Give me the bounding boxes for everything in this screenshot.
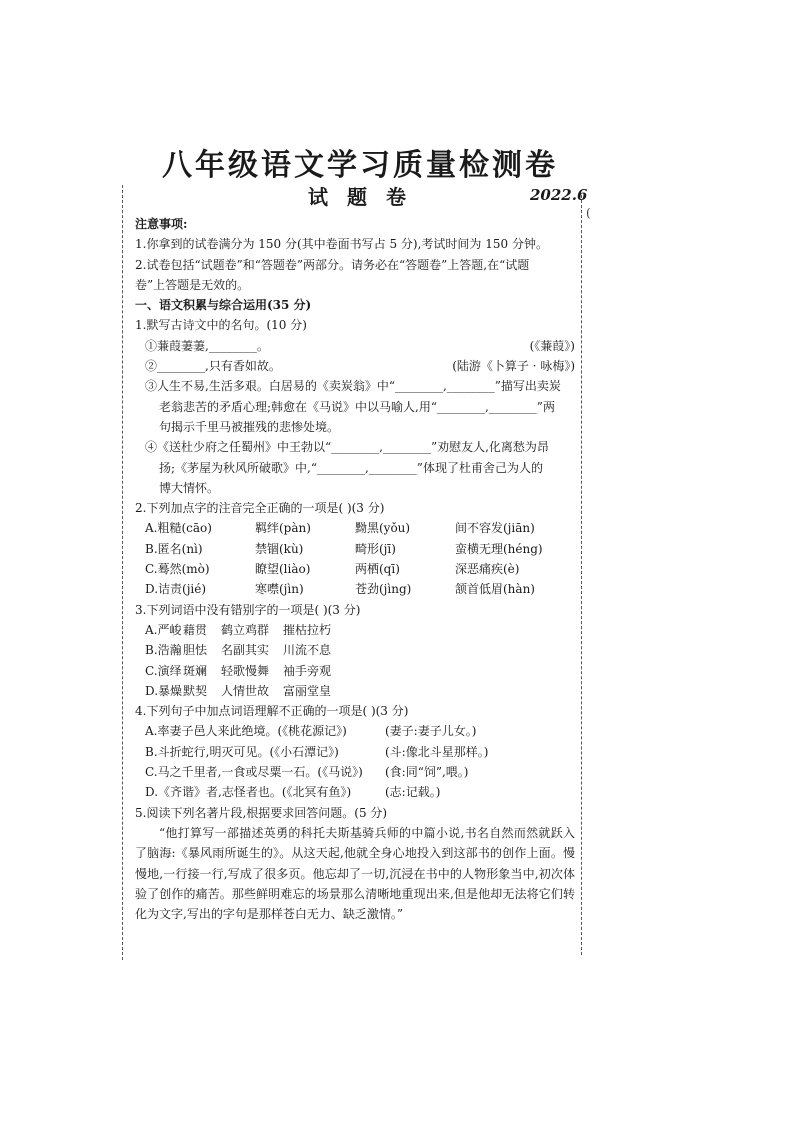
- binding-line-left: [122, 185, 123, 960]
- q1-c-line-3: 句揭示千里马被摧残的悲惨处境。: [159, 419, 340, 434]
- q3-d-4: 富丽堂皇: [283, 683, 332, 698]
- q2-a-4: 间不容发(jiān): [455, 521, 535, 536]
- q3-b-3: 名副其实: [221, 643, 270, 658]
- q4-d-gloss: (志:记载。): [385, 785, 441, 800]
- q4-a-sentence: A.率妻子邑人来此绝境。(《桃花源记》): [145, 724, 347, 739]
- q1-a-text: ①蒹葭萋萋,________。: [145, 338, 269, 353]
- q1-line-a: [135, 336, 575, 356]
- q3-a-3: 鹤立鸡群: [221, 622, 270, 637]
- q3-option-b: [135, 640, 575, 660]
- q3-stem: 3.下列词语中没有错别字的一项是( )(3 分): [135, 602, 361, 617]
- q2-c-3: 两栖(qī): [355, 562, 400, 577]
- q2-option-a: [135, 518, 575, 538]
- notes-heading: 注意事项:: [135, 217, 188, 231]
- q1-d-line-1: ④《送杜少府之任蜀州》中王勃以“________,________”劝慰友人,化离愁为昂: [145, 440, 549, 455]
- q4-c-gloss: (食:同“饲”,喂。): [385, 765, 469, 780]
- q1-stem: 1.默写古诗文中的名句。(10 分): [135, 318, 307, 333]
- q1-b-source: (陆游《卜算子 · 咏梅》): [452, 359, 575, 374]
- q2-b-4: 蛮横无理(héng): [455, 541, 543, 556]
- q3-b-4: 川流不息: [283, 643, 332, 658]
- q3-c-1: C.演绎: [145, 663, 182, 678]
- q2-option-b: [135, 539, 575, 559]
- q2-b-2: 禁锢(kù): [255, 541, 304, 556]
- q4-b-gloss: (斗:像北斗星那样。): [385, 744, 489, 759]
- q2-d-4: 颔首低眉(hàn): [455, 582, 535, 597]
- q2-c-2: 瞭望(liào): [255, 562, 311, 577]
- q4-option-b: [135, 742, 575, 762]
- q1-d-line-3: 博大情怀。: [159, 480, 220, 495]
- q3-option-c: [135, 661, 575, 681]
- page-subtitle: 试 题 卷: [308, 185, 412, 209]
- q2-c-1: C.蓦然(mò): [145, 562, 210, 577]
- edge-mark: (: [586, 206, 591, 220]
- q1-c-line-2: 老翁悲苦的矛盾心理;韩愈在《马说》中以马喻人,用“________,________”两: [159, 399, 555, 414]
- q3-option-d: [135, 681, 575, 701]
- q4-b-sentence: B.斗折蛇行,明灭可见。(《小石潭记》): [145, 744, 339, 759]
- q5-stem: 5.阅读下列名著片段,根据要求回答问题。(5 分): [135, 805, 388, 820]
- q5-passage: “他打算写一部描述英勇的科托夫斯基骑兵师的中篇小说,书名自然而然就跃入了脑海:《暴风雨所诞生的》。从这天起,他就全身心地投入到这部书的创作上面。慢慢地,一行接一行,写成了很多页。他忘却了一切,沉浸在书中的人物形象当中,初次体验了创作的痛苦。那些鲜明难忘的场景那么清晰地重现出来,但是他却无法将它们转化为文字,写出的字句是那样苍白无力、缺乏激情。”: [135, 825, 575, 922]
- q2-a-1: A.粗糙(cāo): [145, 521, 212, 536]
- binding-line-right: [581, 195, 582, 955]
- q2-b-1: B.匿名(nì): [145, 541, 203, 556]
- notes-item-2a: 2.试卷包括“试题卷”和“答题卷”两部分。请务必在“答题卷”上答题,在“试题: [135, 257, 530, 272]
- q2-d-1: D.诘责(jié): [145, 582, 207, 597]
- q2-a-2: 羁绊(pàn): [255, 521, 311, 536]
- q1-line-b: [135, 356, 575, 376]
- q4-stem: 4.下列句子中加点词语理解不正确的一项是( )(3 分): [135, 704, 409, 719]
- q4-option-d: [135, 782, 575, 802]
- q3-c-3: 轻歌慢舞: [221, 663, 270, 678]
- q3-a-1: A.严峻: [145, 622, 182, 637]
- q4-d-sentence: D.《齐谐》者,志怪者也。(《北冥有鱼》): [145, 785, 352, 800]
- q1-c-line-1: ③人生不易,生活多艰。白居易的《卖炭翁》中“________,________”描写出卖炭: [145, 379, 561, 394]
- q1-b-text: ②________,只有香如故。: [145, 359, 281, 374]
- q1-a-source: (《蒹葭》): [529, 338, 575, 353]
- q3-a-2: 藉贯: [183, 622, 208, 637]
- q4-a-gloss: (妻子:妻子儿女。): [385, 724, 477, 739]
- q3-d-3: 人情世故: [221, 683, 270, 698]
- exam-content: [135, 214, 575, 924]
- page-title: 八年级语文学习质量检测卷: [162, 148, 558, 183]
- exam-date: 2022.6: [530, 186, 588, 204]
- q3-c-4: 袖手旁观: [283, 663, 332, 678]
- q3-d-1: D.暴燥: [145, 683, 183, 698]
- section-1-heading: 一、语文积累与综合运用(35 分): [135, 298, 312, 313]
- q2-stem: 2.下列加点字的注音完全正确的一项是( )(3 分): [135, 501, 385, 516]
- q3-option-a: [135, 620, 575, 640]
- q3-c-2: 斑斓: [183, 663, 208, 678]
- q1-d-line-2: 扬;《茅屋为秋风所破歌》中,“________,________”体现了杜甫舍己为人的: [159, 460, 543, 475]
- q2-option-d: [135, 579, 575, 599]
- q2-d-3: 苍劲(jìng): [355, 582, 412, 597]
- q4-option-a: [135, 721, 575, 741]
- q2-a-3: 黝黑(yǒu): [355, 521, 411, 536]
- q3-b-2: 胆怯: [183, 643, 208, 658]
- q2-d-2: 寒噤(jìn): [255, 582, 304, 597]
- q3-d-2: 默契: [183, 683, 208, 698]
- q4-option-c: [135, 762, 575, 782]
- q2-c-4: 深恶痛疾(è): [455, 562, 520, 577]
- q4-c-sentence: C.马之千里者,一食或尽粟一石。(《马说》): [145, 765, 363, 780]
- q3-a-4: 摧枯拉朽: [283, 622, 332, 637]
- notes-item-1: 1.你拿到的试卷满分为 150 分(其中卷面书写占 5 分),考试时间为 150 分钟。: [135, 237, 548, 252]
- q3-b-1: B.浩瀚: [145, 643, 182, 658]
- notes-item-2b: 卷”上答题是无效的。: [135, 277, 250, 292]
- q2-option-c: [135, 559, 575, 579]
- q2-b-3: 畸形(jī): [355, 541, 396, 556]
